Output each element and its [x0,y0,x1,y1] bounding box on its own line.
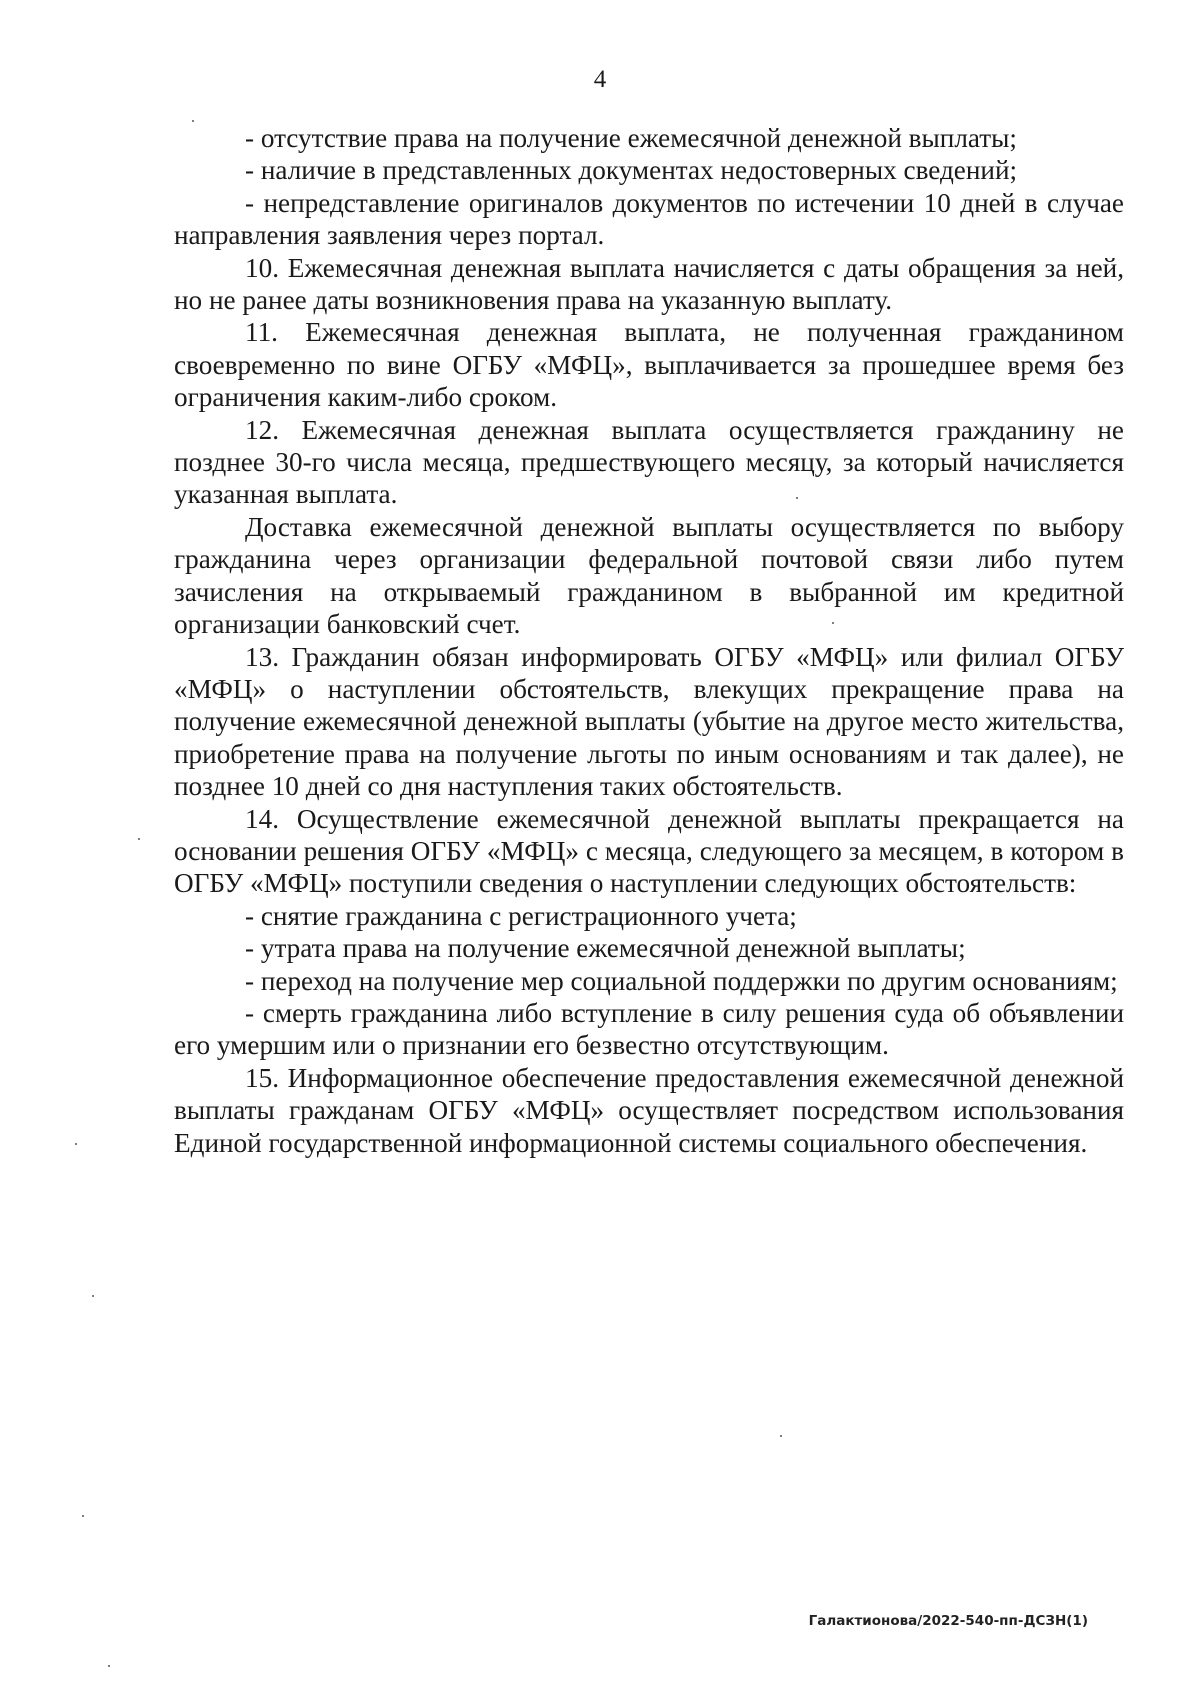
clause-14: 14. Осуществление ежемесячной денежной выплаты прекращается на основании решения ОГБУ «МФЦ» с месяца, следующего за месяцем, в котором в ОГБУ «МФЦ» поступили сведения о наступлении следующих обстоятельств: [174,803,1124,899]
scan-speck [192,120,194,122]
scan-speck [832,622,834,624]
scan-speck [780,1435,782,1437]
document-code: Галактионова/2022-540-пп-ДСЗН(1) [808,1613,1088,1629]
list-item-loss-of-right: - утрата права на получение ежемесячной денежной выплаты; [245,933,966,964]
list-item-other-grounds: - переход на получение мер социальной поддержки по другим основаниям; [245,965,1118,996]
clause-13: 13. Гражданин обязан информировать ОГБУ «МФЦ» или филиал ОГБУ «МФЦ» о наступлении обстоятельств, влекущих прекращение права на получение ежемесячной денежной выплаты (убытие на другое место жительства, приобретение права на получение льготы по иным основаниям и так далее), не позднее 10 дней со дня наступления таких обстоятельств. [174,641,1124,802]
list-item-false-info: - наличие в представленных документах недостоверных сведений; [245,155,1018,186]
scan-speck [108,1665,110,1667]
document-body [174,122,1124,1159]
scan-speck [82,1515,84,1517]
clause-11: 11. Ежемесячная денежная выплата, не полученная гражданином своевременно по вине ОГБУ «МФЦ», выплачивается за прошедшее время без ограничения каким-либо сроком. [174,317,1124,413]
list-item-deregistration: - снятие гражданина с регистрационного учета; [245,900,797,931]
clause-10: 10. Ежемесячная денежная выплата начисляется с даты обращения за ней, но не ранее даты возникновения права на указанную выплату. [174,252,1124,316]
page-number: 4 [593,66,607,93]
list-item-death: - смерть гражданина либо вступление в силу решения суда об объявлении его умершим или о признании его безвестно отсутствующим. [174,997,1124,1061]
scan-speck [92,1295,94,1297]
clause-12-delivery: Доставка ежемесячной денежной выплаты осуществляется по выбору гражданина через организации федеральной почтовой связи либо путем зачисления на открываемый гражданином в выбранной им кредитной организации банковский счет. [174,511,1124,640]
scan-speck [75,1143,77,1145]
list-item-no-right: - отсутствие права на получение ежемесячной денежной выплаты; [245,123,1017,153]
list-item-no-originals: - непредставление оригиналов документов по истечении 10 дней в случае направления заявления через портал. [174,187,1124,251]
scan-speck [796,497,798,499]
clause-12: 12. Ежемесячная денежная выплата осуществляется гражданину не позднее 30-го числа месяца, предшествующего месяцу, за который начисляется указанная выплата. [174,414,1124,510]
scan-speck [138,838,140,840]
clause-15: 15. Информационное обеспечение предоставления ежемесячной денежной выплаты гражданам ОГБУ «МФЦ» осуществляет посредством использования Единой государственной информационной системы социального обеспечения. [174,1062,1124,1158]
